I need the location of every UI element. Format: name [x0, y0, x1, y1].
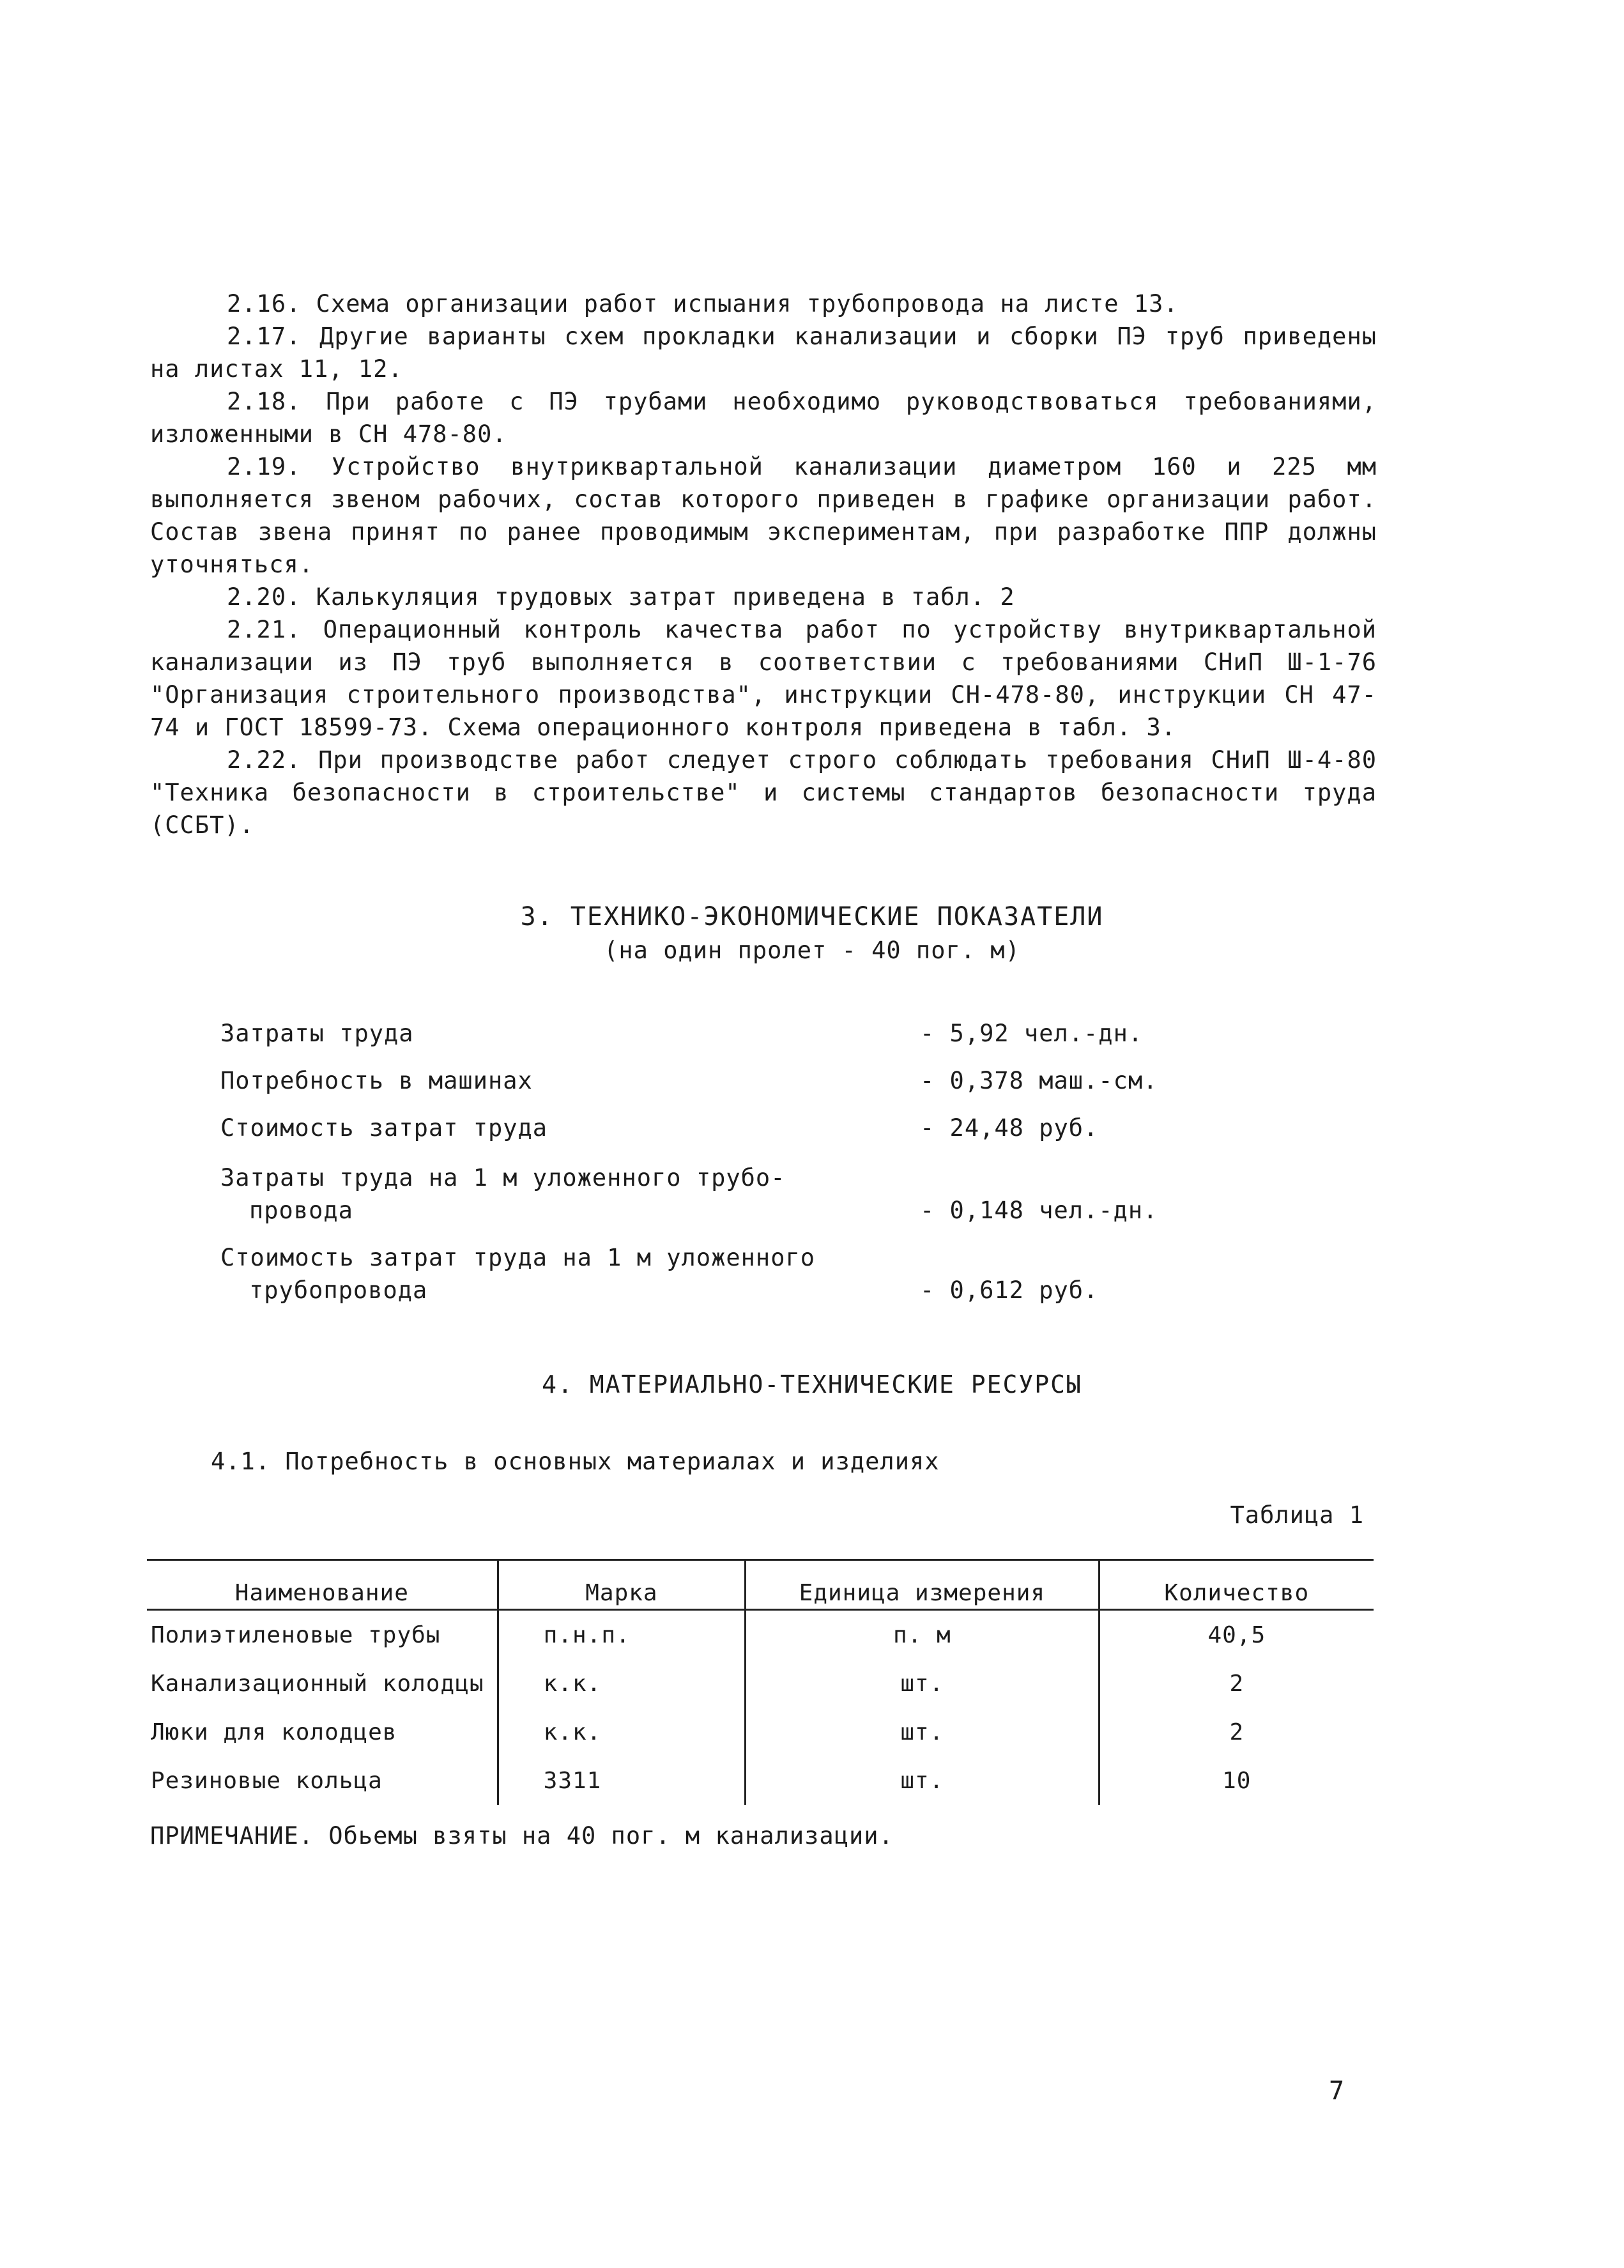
indicator-value: - 0,148 чел.-дн. [920, 1197, 1158, 1224]
indicator-value: - 5,92 чел.-дн. [920, 1020, 1144, 1047]
section-2-text [150, 287, 1377, 841]
table-cell: 10 [1099, 1756, 1374, 1805]
materials-table [147, 1559, 1374, 1805]
paragraph-number: 2.19. [227, 453, 302, 480]
indicator-value: - 24,48 руб. [920, 1114, 1099, 1142]
paragraph-2-17 [150, 320, 1377, 385]
table-row [147, 1610, 1374, 1660]
table-row [147, 1756, 1374, 1805]
table-row [147, 1659, 1374, 1708]
paragraph-2-20 [150, 581, 1377, 613]
table-cell: п. м [746, 1610, 1099, 1660]
indicator-value: - 0,378 маш.-см. [920, 1067, 1158, 1094]
indicator-label [220, 1241, 891, 1306]
table-cell: шт. [746, 1659, 1099, 1708]
paragraph-2-19 [150, 450, 1377, 581]
section-3-title: 3. ТЕХНИКО-ЭКОНОМИЧЕСКИЕ ПОКАЗАТЕЛИ [520, 902, 1104, 931]
table-cell: 2 [1099, 1708, 1374, 1756]
indicator-label [220, 1161, 891, 1227]
paragraph-2-16 [150, 287, 1377, 320]
indicator-label-line1: Затраты труда на 1 м уложенного трубо- [220, 1164, 786, 1191]
paragraph-text: При работе с ПЭ трубами необходимо руководствоваться требованиями, изложенными в СН 478-80. [150, 388, 1377, 448]
paragraph-text: Устройство внутриквартальной канализации диаметром 160 и 225 мм выполняется звеном рабочих, состав которого приведен в графике организации работ. Состав звена принят по ранее проводимым экспериментам, при разработке ППР должны уточняться. [150, 453, 1377, 578]
table-cell: Канализационный колодцы [151, 1670, 484, 1697]
paragraph-2-22 [150, 744, 1377, 841]
section-3-subtitle: (на один пролет - 40 пог. м) [604, 937, 1020, 964]
table-cell: шт. [746, 1756, 1099, 1805]
paragraph-text: При производстве работ следует строго соблюдать требования СНиП Ш-4-80 "Техника безопасности в строительстве" и системы стандартов безопасности труда (ССБТ). [150, 746, 1377, 839]
column-header: Марка [498, 1559, 746, 1610]
page-number: 7 [1329, 2076, 1345, 2106]
table-caption: Таблица 1 [1230, 1501, 1364, 1529]
paragraph-number: 2.18. [227, 388, 302, 415]
indicator-value: - 0,612 руб. [920, 1276, 1099, 1304]
section-4-title: 4. МАТЕРИАЛЬНО-ТЕХНИЧЕСКИЕ РЕСУРСЫ [542, 1370, 1082, 1398]
table-header-row [147, 1559, 1374, 1610]
paragraph-number: 2.17. [227, 323, 302, 350]
paragraph-text: Схема организации работ испыания трубопровода на листе 13. [316, 290, 1179, 318]
column-header: Единица измерения [746, 1559, 1099, 1610]
paragraph-number: 2.22. [227, 746, 302, 774]
paragraph-text: Операционный контроль качества работ по устройству внутриквартальной канализации из ПЭ труб выполняется в соответствии с требованиями СНиП Ш-1-76 "Организация строительного производства", инструкции СН-478-80, инструкции СН 47-74 и ГОСТ 18599-73. Схема операционного контроля приведена в табл. 3. [150, 616, 1377, 741]
table-cell: Резиновые кольца [151, 1767, 383, 1794]
table-cell: шт. [746, 1708, 1099, 1756]
table-note: ПРИМЕЧАНИЕ. Обьемы взяты на 40 пог. м канализации. [150, 1822, 894, 1850]
table-cell: Люки для колодцев [151, 1719, 397, 1745]
paragraph-number: 2.16. [227, 290, 302, 318]
paragraph-2-18 [150, 385, 1377, 450]
table-cell: к.к. [498, 1708, 746, 1756]
paragraph-2-21 [150, 613, 1377, 744]
table-cell: п.н.п. [498, 1610, 746, 1660]
table-cell: 2 [1099, 1659, 1374, 1708]
subsection-4-1-title: 4.1. Потребность в основных материалах и изделиях [211, 1448, 940, 1475]
table-cell: 3311 [498, 1756, 746, 1805]
column-header: Количество [1099, 1559, 1374, 1610]
indicator-label-line2: трубопровода [249, 1276, 428, 1304]
paragraph-text: Калькуляция трудовых затрат приведена в табл. 2 [316, 583, 1015, 611]
indicator-label-line1: Стоимость затрат труда на 1 м уложенного [220, 1244, 816, 1271]
paragraph-number: 2.20. [227, 583, 302, 611]
column-header: Наименование [147, 1559, 498, 1610]
indicator-label: Стоимость затрат труда [220, 1114, 548, 1142]
indicator-label: Затраты труда [220, 1020, 414, 1047]
indicator-label-line2: провода [249, 1197, 353, 1224]
paragraph-number: 2.21. [227, 616, 302, 643]
table-cell: Полиэтиленовые трубы [151, 1621, 441, 1648]
table-cell: к.к. [498, 1659, 746, 1708]
paragraph-text: Другие варианты схем прокладки канализации и сборки ПЭ труб приведены на листах 11, 12. [150, 323, 1377, 383]
indicator-label: Потребность в машинах [220, 1067, 533, 1094]
table-row [147, 1708, 1374, 1756]
table-cell: 40,5 [1099, 1610, 1374, 1660]
